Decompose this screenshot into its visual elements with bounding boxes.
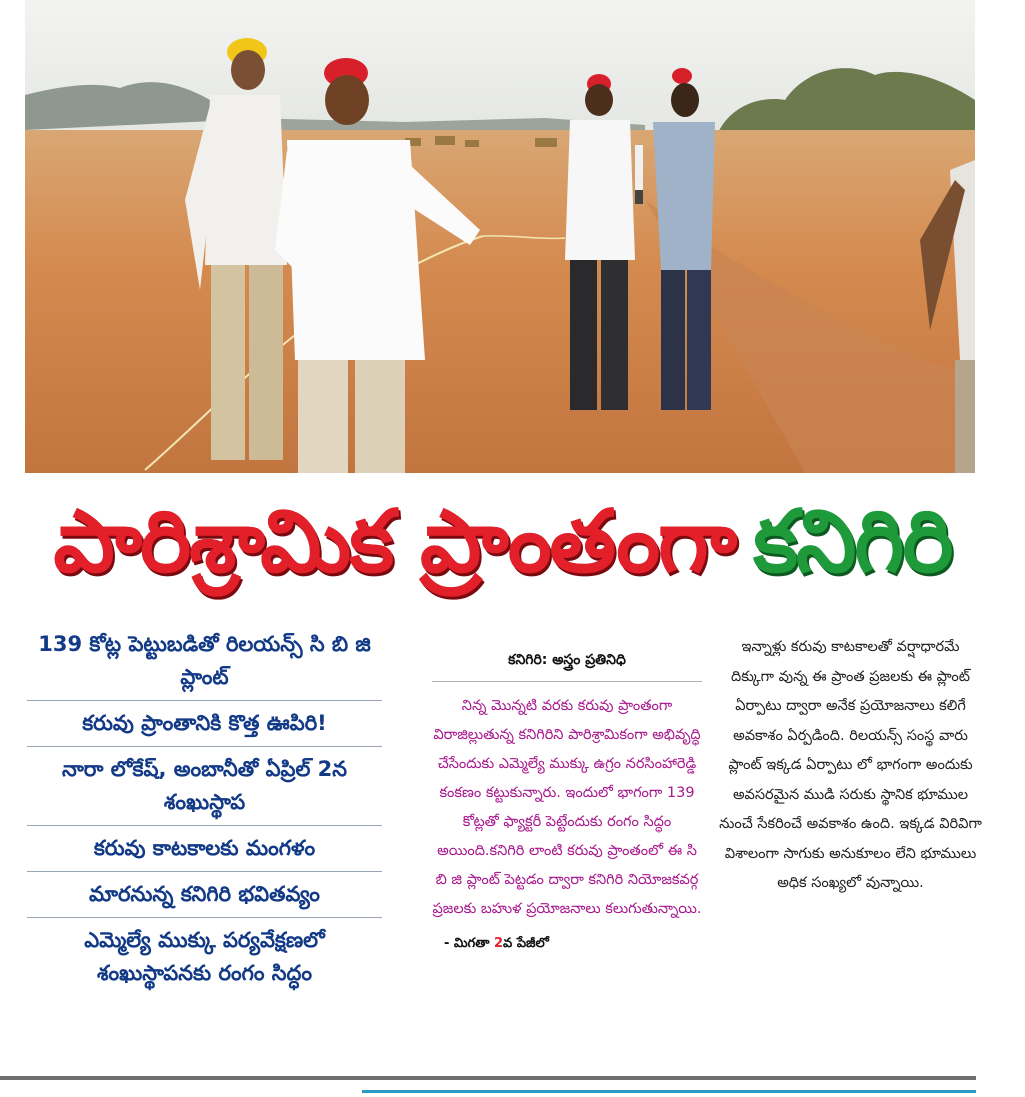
summary-item: ఎమ్మెల్యే ముక్కు పర్యవేక్షణలో శంఖుస్థాపనకు రంగం సిద్ధం (84, 928, 325, 985)
bottom-rule (0, 1076, 976, 1080)
continued-page: 2 (494, 936, 504, 951)
summary-item: మారనున్న కనిగిరి భవితవ్యం (27, 872, 382, 918)
continued-prefix: - మిగతా (444, 936, 494, 951)
blue-rule (362, 1090, 976, 1093)
right-column (718, 633, 983, 899)
continued-note (432, 936, 702, 954)
summary-item: కరువు ప్రాంతానికి కొత్త ఊపిరి! (27, 701, 382, 747)
summary-item: 139 కోట్ల పెట్టుబడితో రిలయన్స్ సి బి జి ప్లాంట్ (27, 622, 382, 701)
article-body-right: ఇన్నాళ్లు కరువు కాటకాలతో వర్షాధారమే దిక్కుగా వున్న ఈ ప్రాంత ప్రజలకు ఈ ప్లాంట్ ఏర్పాటు ద్వారా అనేక ప్రయోజనాలు కలిగే అవకాశం ఏర్పడింది. రిలయన్స్ సంస్థ వారు ప్లాంట్ ఇక్కడ ఏర్పాటు లో భాగంగా అందుకు అవసరమైన ముడి సరుకు స్థానిక భూముల నుంచే సేకరించే అవకాశం ఉంది. ఇక్కడ విరివిగా విశాలంగా సాగుకు అనుకూలం లేని భూములు అధిక సంఖ్యలో వున్నాయి. (719, 639, 982, 891)
headline (25, 483, 980, 601)
summary-item: నారా లోకేష్, అంబానీతో ఏప్రిల్ 2న శంఖుస్థాప (27, 747, 382, 826)
headline-red-text: పారిశ్రామిక ప్రాంతంగా (53, 492, 736, 592)
summary-item: కరువు కాటకాలకు మంగళం (27, 826, 382, 872)
continued-suffix: వ పేజీలో (503, 936, 549, 951)
headline-green-text: కనిగిరి (753, 492, 952, 592)
dateline: కనిగిరి: అస్త్రం ప్రతినిధి (432, 652, 702, 682)
summary-column (27, 622, 382, 996)
middle-column (432, 652, 702, 954)
news-photo (25, 0, 975, 473)
article-body: నిన్న మొన్నటి వరకు కరువు ప్రాంతంగా విరాజిల్లుతున్న కనిగిరిని పారిశ్రామికంగా అభివృద్ధి చేసేందుకు ఎమ్మెల్యే ముక్కు ఉగ్రం నరసింహారెడ్డి కంకణం కట్టుకున్నారు. ఇందులో భాగంగా 139 కోట్లతో ఫ్యాక్టరీ పెట్టేందుకు రంగం సిద్ధం అయింది.కనిగిరి లాంటి కరువు ప్రాంతంలో ఈ సి బి జి ప్లాంట్ పెట్టడం ద్వారా కనిగిరి నియోజకవర్గ ప్రజలకు బహుళ ప్రయోజనాలు కలుగుతున్నాయి. (432, 698, 702, 917)
